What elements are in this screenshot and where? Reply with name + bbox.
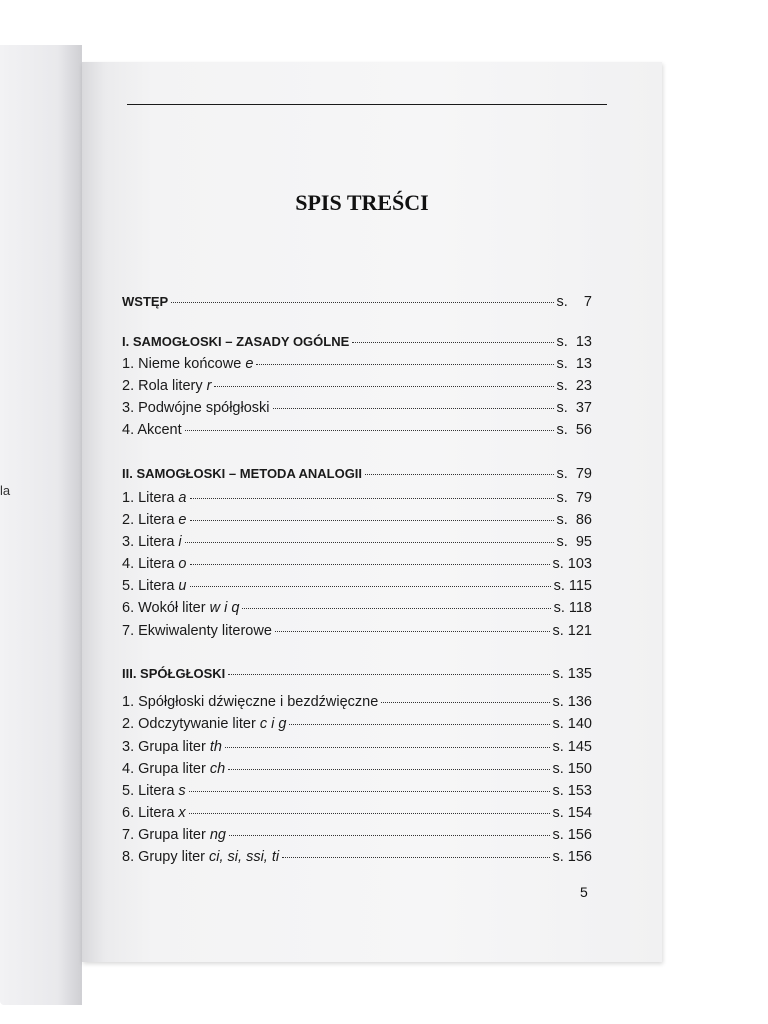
dot-leader (185, 430, 554, 431)
dot-leader (185, 542, 554, 543)
toc-entry-label: 3. Grupa liter th (122, 739, 222, 755)
toc-entry-row (122, 694, 592, 714)
toc-entry-label: I. SAMOGŁOSKI – ZASADY OGÓLNE (122, 334, 350, 349)
toc-entry-label: 4. Akcent (122, 422, 182, 438)
dot-leader (275, 631, 550, 632)
page-title: SPIS TREŚCI (295, 190, 429, 215)
toc-entry-label: 4. Grupa liter ch (122, 761, 226, 777)
toc-page-ref: s. 145 (552, 739, 592, 755)
toc-entry-row (122, 761, 592, 781)
header-rule (127, 104, 607, 105)
toc-entry-row (122, 716, 592, 736)
dot-leader (229, 835, 550, 836)
dot-leader (289, 724, 549, 725)
toc-entry-label: 5. Litera s (122, 783, 186, 799)
dot-leader (242, 608, 550, 609)
page-number: 5 (580, 884, 588, 900)
toc-section-row (122, 294, 592, 314)
toc-entry-label: 7. Ekwiwalenty literowe (122, 623, 272, 639)
toc-page-ref: s. 118 (553, 600, 592, 616)
toc-page-ref: s. 23 (556, 378, 592, 394)
toc-page-ref: s. 150 (552, 761, 592, 777)
toc-entry-row (122, 556, 592, 576)
toc-section-row (122, 466, 592, 486)
dot-leader (171, 302, 553, 303)
toc-page-ref: s. 13 (556, 334, 592, 350)
dot-leader (190, 498, 554, 499)
toc-page-ref: s. 156 (552, 827, 592, 843)
toc-page-ref: s. 121 (552, 623, 592, 639)
toc-entry-row (122, 739, 592, 759)
toc-entry-row (122, 827, 592, 847)
toc-entry-label: 8. Grupy liter ci, si, ssi, ti (122, 849, 280, 865)
toc-entry-row (122, 422, 592, 442)
dot-leader (190, 520, 554, 521)
toc-entry-label: 5. Litera u (122, 578, 187, 594)
dot-leader (190, 564, 550, 565)
dot-leader (189, 791, 550, 792)
toc-entry-row (122, 623, 592, 643)
toc-entry-label: 4. Litera o (122, 556, 187, 572)
dot-leader (352, 342, 553, 343)
toc-entry-label: WSTĘP (122, 294, 169, 309)
toc-page-ref: s. 37 (556, 400, 592, 416)
toc-entry-row (122, 849, 592, 869)
toc-entry-row (122, 356, 592, 376)
dot-leader (282, 857, 549, 858)
toc-entry-row (122, 534, 592, 554)
toc-section-row (122, 666, 592, 686)
toc-page-ref: s. 79 (556, 490, 592, 506)
toc-entry-row (122, 805, 592, 825)
toc-entry-label: 2. Odczytywanie liter c i g (122, 716, 287, 732)
dot-leader (225, 747, 550, 748)
toc-entry-row (122, 378, 592, 398)
toc-entry-row (122, 578, 592, 598)
toc-entry-label: 2. Litera e (122, 512, 187, 528)
contents-page (82, 62, 662, 962)
toc-page-ref: s. 156 (552, 849, 592, 865)
toc-page-ref: s. 140 (552, 716, 592, 732)
toc-page-ref: s. 103 (552, 556, 592, 572)
toc-entry-label: 7. Grupa liter ng (122, 827, 226, 843)
toc-entry-label: III. SPÓŁGŁOSKI (122, 666, 226, 681)
toc-page-ref: s. 153 (552, 783, 592, 799)
toc-entry-row (122, 783, 592, 803)
dot-leader (365, 474, 554, 475)
toc-entry-label: 3. Podwójne spółgłoski (122, 400, 270, 416)
toc-page-ref: s. 13 (556, 356, 592, 372)
toc-entry-label: 1. Spółgłoski dźwięczne i bezdźwięczne (122, 694, 379, 710)
toc-entry-label: 1. Litera a (122, 490, 187, 506)
toc-entry-row (122, 400, 592, 420)
toc-entry-label: 1. Nieme końcowe e (122, 356, 254, 372)
dot-leader (381, 702, 549, 703)
dot-leader (273, 408, 554, 409)
toc-page-ref: s. 154 (552, 805, 592, 821)
toc-entry-label: 3. Litera i (122, 534, 182, 550)
dot-leader (214, 386, 553, 387)
facing-page-text: la (0, 483, 11, 498)
toc-entry-row (122, 600, 592, 620)
toc-page-ref: s. 136 (552, 694, 592, 710)
dot-leader (228, 674, 549, 675)
toc-page-ref: s. 7 (556, 294, 592, 310)
toc-entry-row (122, 490, 592, 510)
toc-page-ref: s. 56 (556, 422, 592, 438)
toc-page-ref: s. 135 (552, 666, 592, 682)
dot-leader (228, 769, 549, 770)
toc-entry-label: 6. Litera x (122, 805, 186, 821)
dot-leader (189, 813, 550, 814)
toc-page-ref: s. 86 (556, 512, 592, 528)
toc-entry-label: II. SAMOGŁOSKI – METODA ANALOGII (122, 466, 363, 481)
toc-page-ref: s. 115 (553, 578, 592, 594)
toc-entry-row (122, 512, 592, 532)
toc-page-ref: s. 79 (556, 466, 592, 482)
toc-entry-label: 6. Wokół liter w i q (122, 600, 240, 616)
toc-section-row (122, 334, 592, 354)
facing-page (0, 45, 82, 1005)
toc-entry-label: 2. Rola litery r (122, 378, 212, 394)
toc-page-ref: s. 95 (556, 534, 592, 550)
dot-leader (190, 586, 551, 587)
dot-leader (256, 364, 553, 365)
